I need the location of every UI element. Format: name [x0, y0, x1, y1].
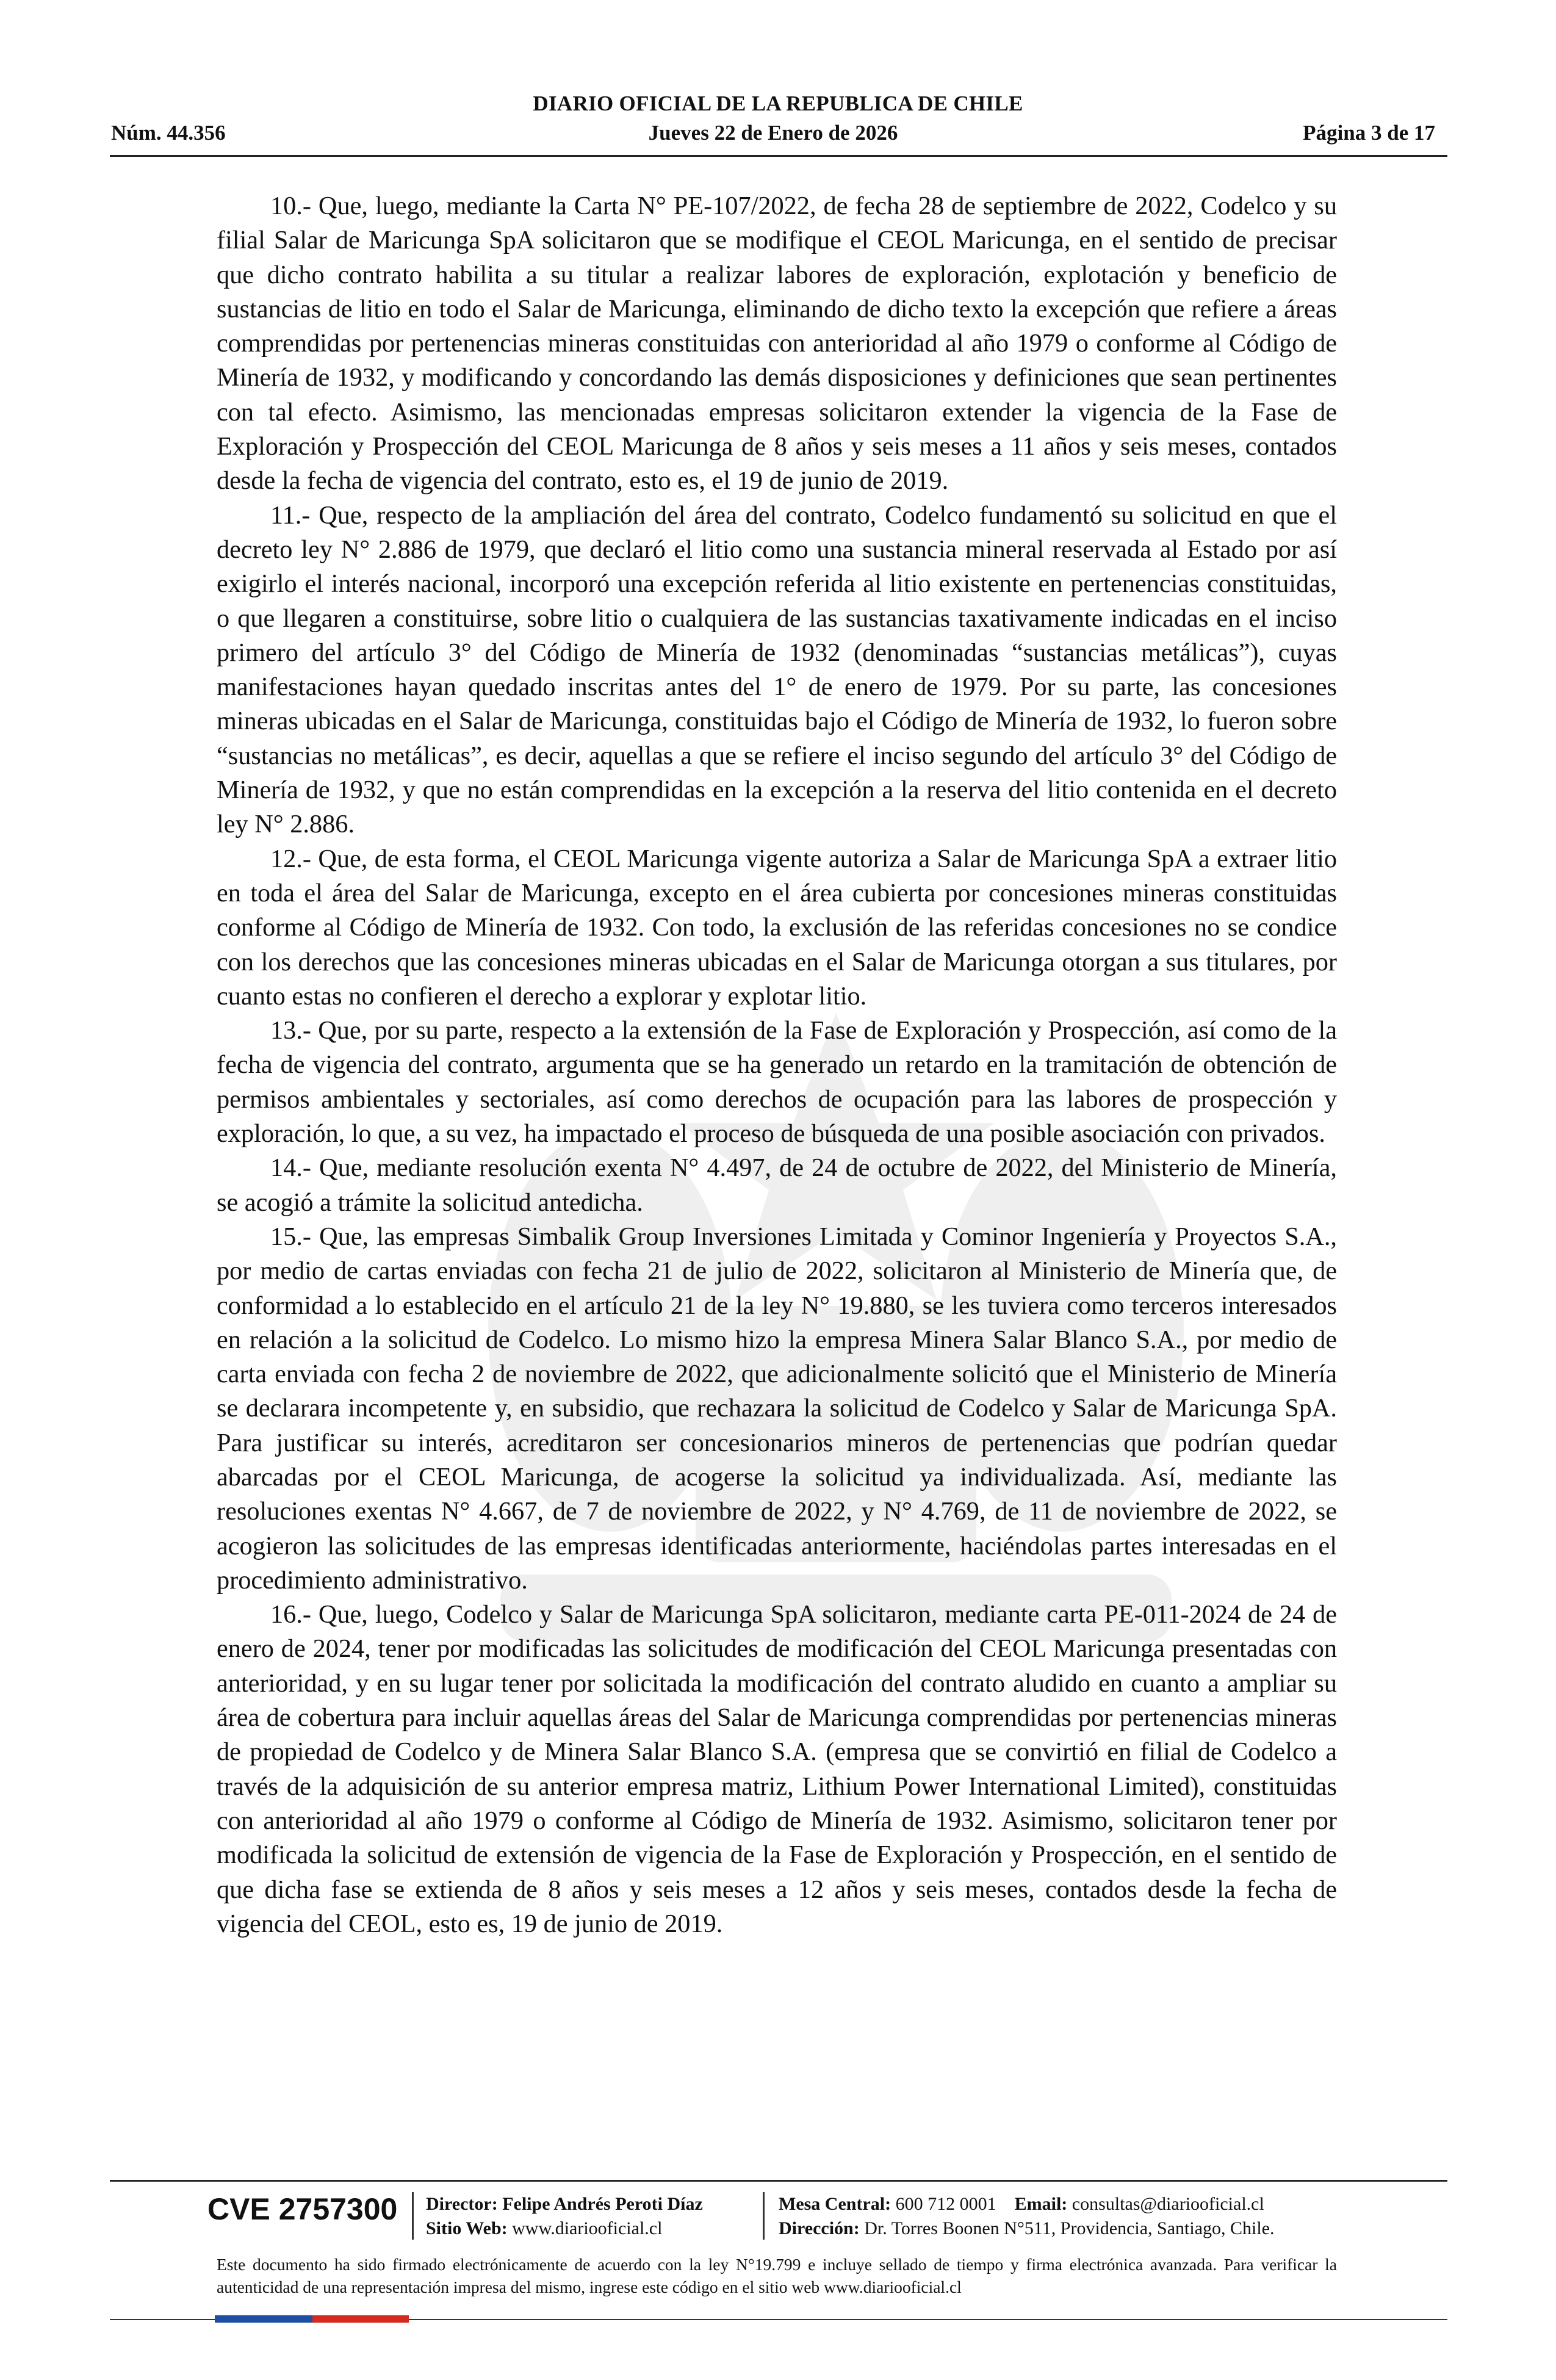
cve-code: CVE 2757300: [207, 2192, 398, 2226]
address-value: Dr. Torres Boonen N°511, Providencia, Santiago, Chile.: [864, 2218, 1275, 2238]
page-indicator: Página 3 de 17: [1303, 121, 1435, 145]
issue-date: Jueves 22 de Enero de 2026: [648, 121, 898, 145]
paragraph-12: 12.- Que, de esta forma, el CEOL Maricunga vigente autoriza a Salar de Maricunga SpA a extraer litio en toda el área del Salar de Maricunga, excepto en el área cubierta por concesiones mineras constituidas conforme al Código de Minería de 1932. Con todo, la exclusión de las referidas concesiones no se condice con los derechos que las concesiones mineras ubicadas en el Salar de Maricunga otorgan a sus titulares, por cuanto estas no confieren el derecho a explorar y explotar litio.: [217, 844, 1337, 1011]
paragraph-10: 10.- Que, luego, mediante la Carta N° PE-107/2022, de fecha 28 de septiembre de 2022, Codelco y su filial Salar de Maricunga SpA solicitaron que se modifique el CEOL Maricunga, en el sentido de precisar que dicho contrato habilita a su titular a realizar labores de exploración, explotación y beneficio de sustancias de litio en todo el Salar de Maricunga, eliminando de dicho texto la excepción que refiere a áreas comprendidas por pertenencias mineras constituidas con anterioridad al año 1979 o conforme al Código de Minería de 1932, y modificando y concordando las demás disposiciones y definiciones que sean pertinentes con tal efecto. Asimismo, las mencionadas empresas solicitaron extender la vigencia de la Fase de Exploración y Prospección del CEOL Maricunga de 8 años y seis meses a 11 años y seis meses, contados desde la fecha de vigencia del contrato, esto es, el 19 de junio de 2019.: [217, 192, 1337, 496]
director-name: Felipe Andrés Peroti Díaz: [502, 2194, 703, 2214]
issue-number: Núm. 44.356: [111, 121, 226, 145]
paragraph-16: 16.- Que, luego, Codelco y Salar de Maricunga SpA solicitaron, mediante carta PE-011-2024 de 24 de enero de 2024, tener por modificadas las solicitudes de modificación del CEOL Maricunga presentadas con anterioridad, y en su lugar tener por solicitada la modificación del contrato aludido en cuanto a ampliar su área de cobertura para incluir aquellas áreas del Salar de Maricunga comprendidas por pertenencias mineras de propiedad de Codelco y de Minera Salar Blanco S.A. (empresa que se convirtió en filial de Codelco a través de la adquisición de su anterior empresa matriz, Lithium Power International Limited), constituidas con anterioridad al año 1979 o conforme al Código de Minería de 1932. Asimismo, solicitaron tener por modificada la solicitud de extensión de vigencia de la Fase de Exploración y Prospección, en el sentido de que dicha fase se extienda de 8 años y seis meses a 12 años y seis meses, contados desde la fecha de vigencia del CEOL, esto es, 19 de junio de 2019.: [217, 1600, 1337, 1938]
phone-label: Mesa Central:: [779, 2194, 891, 2214]
footer-separator: [412, 2192, 414, 2240]
document-body: [217, 189, 1337, 1941]
chile-flag-stripe: [215, 2315, 409, 2323]
footer-contact-block: [779, 2192, 1275, 2241]
footer-director-block: [426, 2192, 703, 2241]
site-link[interactable]: www.diariooficial.cl: [512, 2218, 663, 2238]
paragraph-15: 15.- Que, las empresas Simbalik Group Inversiones Limitada y Cominor Ingeniería y Proyectos S.A., por medio de cartas enviadas con fecha 21 de julio de 2022, solicitaron al Ministerio de Minería que, de conformidad a lo establecido en el artículo 21 de la ley N° 19.880, se les tuviera como terceros interesados en relación a la solicitud de Codelco. Lo mismo hizo la empresa Minera Salar Blanco S.A., por medio de carta enviada con fecha 2 de noviembre de 2022, que adicionalmente solicitó que el Ministerio de Minería se declarara incompetente y, en subsidio, que rechazara la solicitud de Codelco y Salar de Maricunga SpA. Para justificar su interés, acreditaron ser concesionarios mineros de pertenencias que podrían quedar abarcadas por el CEOL Maricunga, de acogerse la solicitud ya individualizada. Así, mediante las resoluciones exentas N° 4.667, de 7 de noviembre de 2022, y N° 4.769, de 11 de noviembre de 2022, se acogieron las solicitudes de las empresas identificadas anteriormente, haciéndolas partes interesadas en el procedimiento administrativo.: [217, 1222, 1337, 1595]
flag-red-segment: [312, 2315, 409, 2323]
footer-separator: [763, 2192, 765, 2240]
paragraph-14: 14.- Que, mediante resolución exenta N° 4.497, de 24 de octubre de 2022, del Ministerio de Minería, se acogió a trámite la solicitud antedicha.: [217, 1153, 1337, 1217]
email-link[interactable]: consultas@diariooficial.cl: [1072, 2194, 1264, 2214]
site-label: Sitio Web:: [426, 2218, 508, 2238]
header-divider: [110, 155, 1447, 157]
address-label: Dirección:: [779, 2218, 860, 2238]
paragraph-11: 11.- Que, respecto de la ampliación del área del contrato, Codelco fundamentó su solicitud en que el decreto ley N° 2.886 de 1979, que declaró el litio como una sustancia mineral reservada al Estado por así exigirlo el interés nacional, incorporó una excepción referida al litio existente en pertenencias constituidas, o que llegaren a constituirse, sobre litio o cualquiera de las sustancias taxativamente indicadas en el inciso primero del artículo 3° del Código de Minería de 1932 (denominadas “sustancias metálicas”), cuyas manifestaciones hayan quedado inscritas antes del 1° de enero de 1979. Por su parte, las concesiones mineras ubicadas en el Salar de Maricunga, constituidas bajo el Código de Minería de 1932, lo fueron sobre “sustancias no metálicas”, es decir, aquellas a que se refiere el inciso segundo del artículo 3° del Código de Minería de 1932, y que no están comprendidas en la excepción a la reserva del litio contenida en el decreto ley N° 2.886.: [217, 500, 1337, 839]
email-label: Email:: [1014, 2194, 1068, 2214]
director-label: Director:: [426, 2194, 498, 2214]
paragraph-13: 13.- Que, por su parte, respecto a la extensión de la Fase de Exploración y Prospección, así como de la fecha de vigencia del contrato, argumenta que se ha generado un retardo en la tramitación de obtención de permisos ambientales y sectoriales, así como derechos de ocupación para las labores de prospección y exploración, lo que, a su vez, ha impactado el proceso de búsqueda de una posible asociación con privados.: [217, 1016, 1337, 1149]
header-row: [111, 121, 1435, 150]
footer-divider: [110, 2180, 1447, 2182]
flag-blue-segment: [215, 2315, 312, 2323]
gazette-title: DIARIO OFICIAL DE LA REPUBLICA DE CHILE: [533, 92, 1023, 115]
legal-notice: Este documento ha sido firmado electrónicamente de acuerdo con la ley N°19.799 e incluye sellado de tiempo y firma electrónica avanzada. Para verificar la autenticidad de una representación impresa del mismo, ingrese este código en el sitio web www.diariooficial.cl: [217, 2255, 1337, 2296]
phone-value: 600 712 0001: [895, 2194, 996, 2214]
